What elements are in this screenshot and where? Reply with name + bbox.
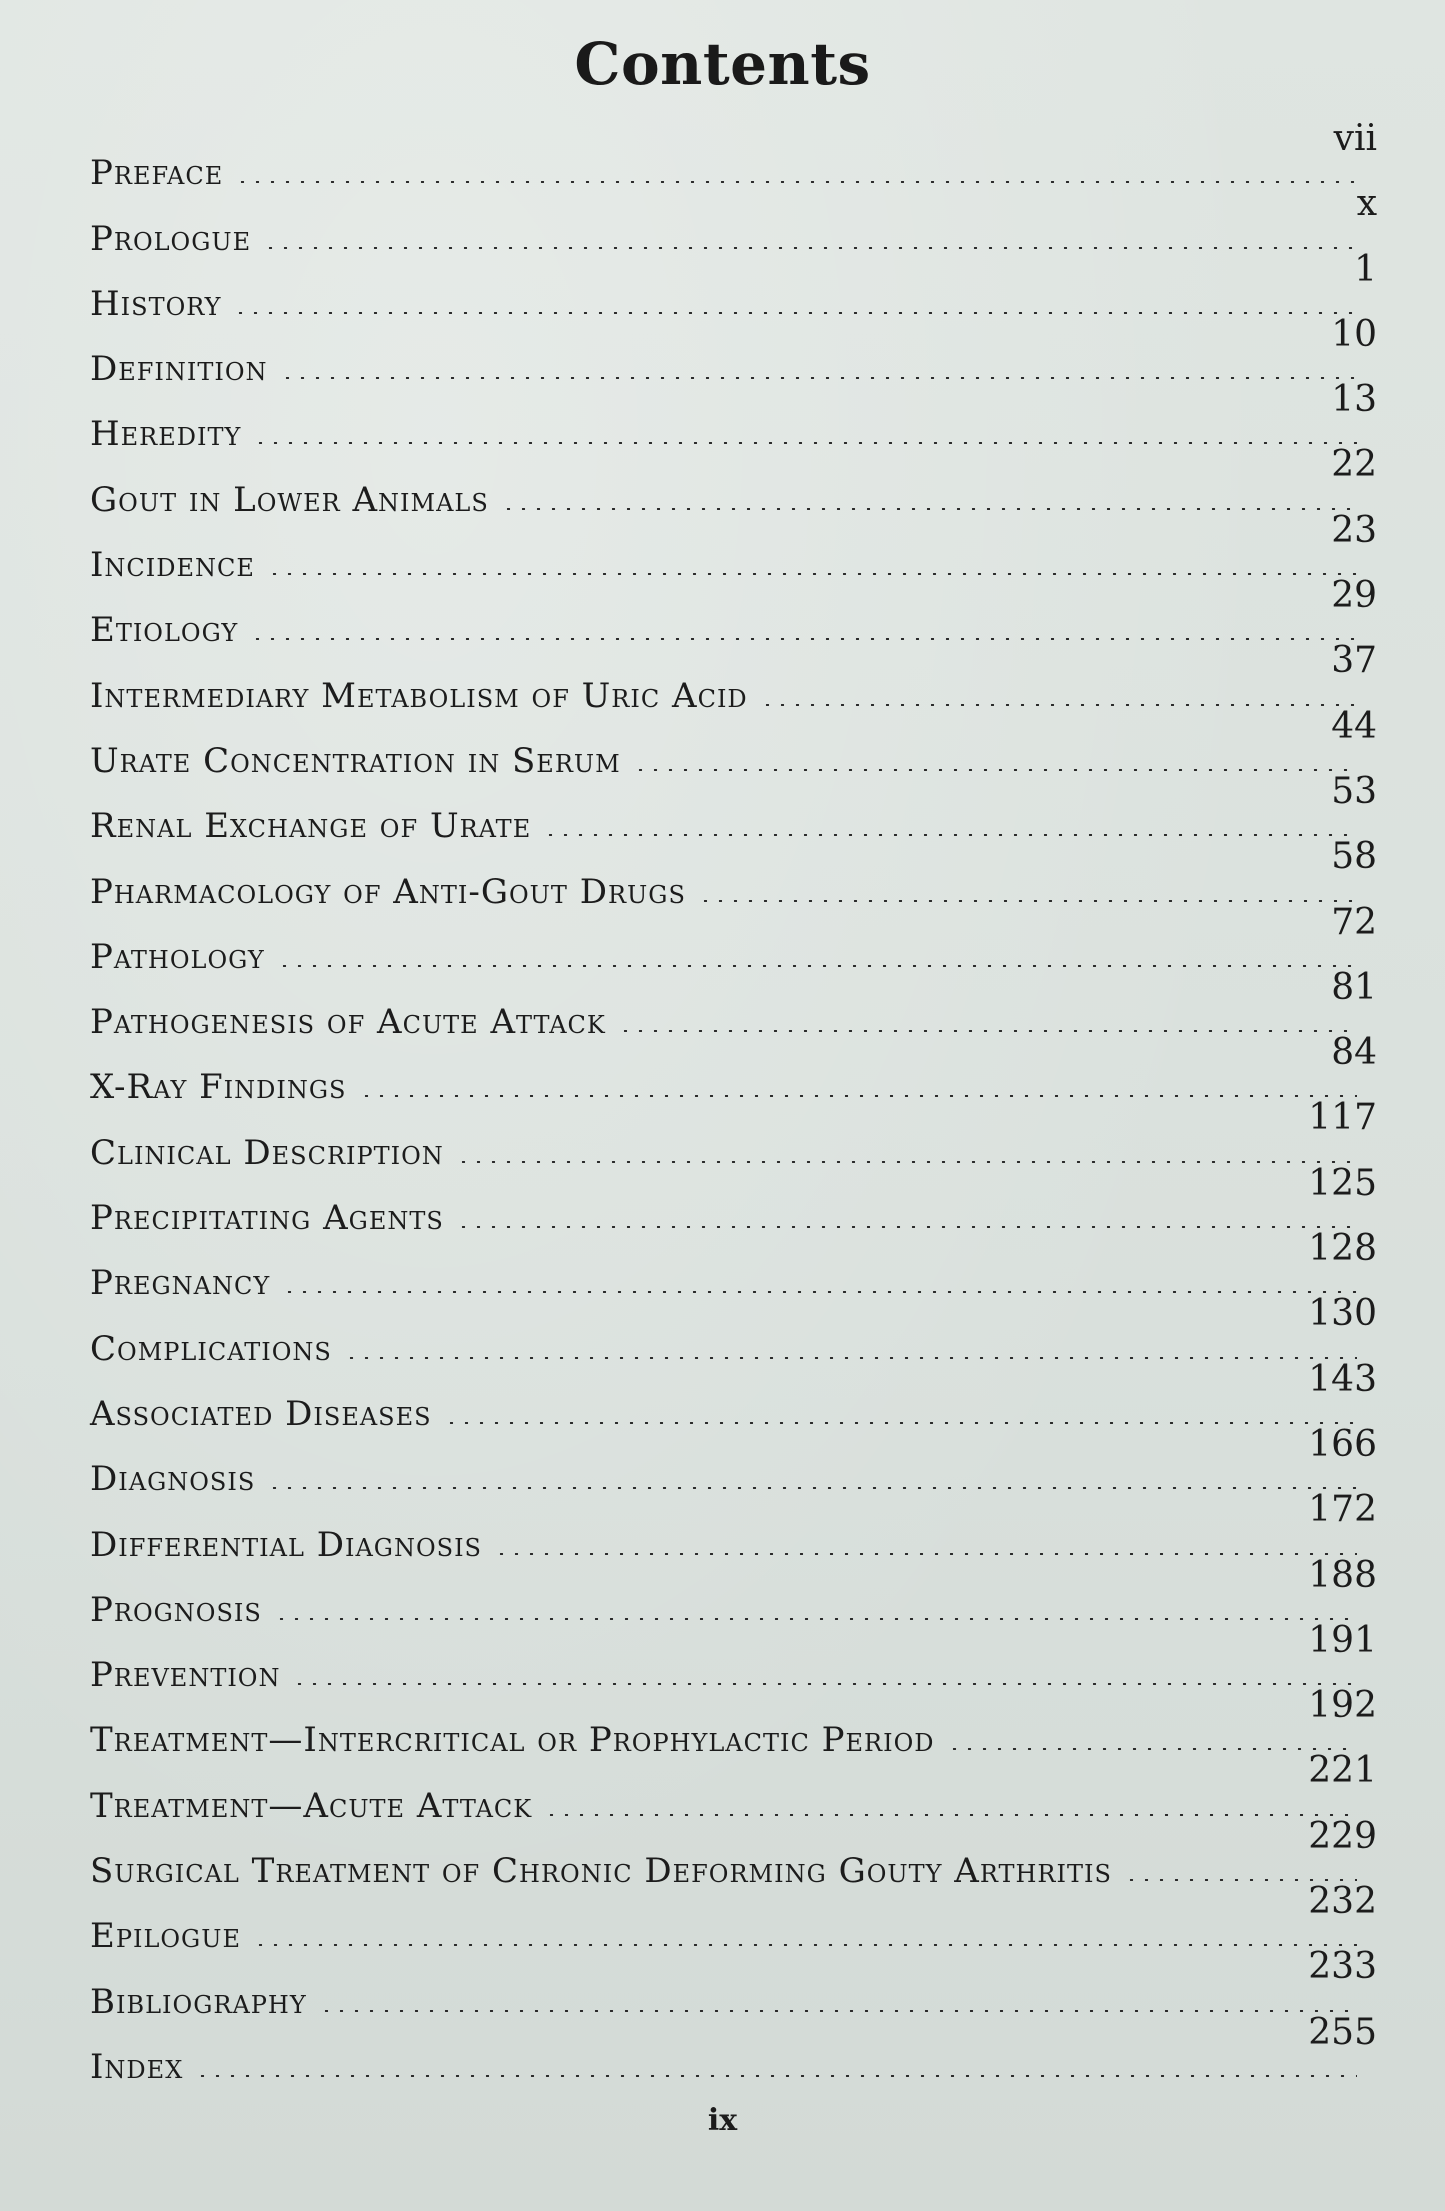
toc-entry-page: 13 <box>1331 379 1377 421</box>
dot-leader <box>501 508 1357 510</box>
dot-leader <box>319 2010 1357 2012</box>
toc-entry <box>90 1097 1395 1174</box>
toc-entry-title: Incidence <box>90 545 255 586</box>
toc-entry <box>90 640 1395 717</box>
toc-entry <box>90 1815 1395 1893</box>
dot-leader <box>456 1226 1357 1228</box>
dot-leader <box>280 377 1357 379</box>
toc-entry <box>90 705 1395 783</box>
dot-leader <box>760 704 1357 706</box>
toc-entry-page: 143 <box>1308 1358 1377 1400</box>
dot-leader <box>267 1487 1357 1489</box>
toc-entry-page: 81 <box>1331 966 1377 1008</box>
toc-entry-title: Intermediary Metabolism of Uric Acid <box>90 675 748 716</box>
toc-entry-title: Bibliography <box>90 1981 307 2022</box>
toc-entry-title: Treatment—Intercritical or Prophylactic Period <box>90 1720 935 1761</box>
toc-entry-title: Clinical Description <box>90 1132 444 1173</box>
toc-entry-page: 191 <box>1308 1619 1377 1661</box>
toc-entry <box>90 2011 1395 2089</box>
toc-entry-title: Prevention <box>90 1655 281 1696</box>
dot-leader <box>263 247 1357 249</box>
toc-entry <box>90 1228 1395 1305</box>
dot-leader <box>292 1683 1357 1685</box>
toc-entry-page: 29 <box>1331 575 1377 617</box>
toc-entry-page: 125 <box>1308 1162 1377 1204</box>
dot-leader <box>250 638 1357 640</box>
toc-entry-title: Preface <box>90 153 224 194</box>
toc-entry-page: 10 <box>1331 313 1377 355</box>
toc-entry-page: 229 <box>1308 1815 1377 1857</box>
toc-entry <box>90 1685 1395 1762</box>
dot-leader <box>359 1095 1358 1097</box>
toc-entry <box>90 966 1395 1044</box>
toc-entry-title: Gout in Lower Animals <box>90 479 489 520</box>
toc-entry-page: 23 <box>1331 509 1377 551</box>
toc-entry <box>90 1881 1395 1958</box>
table-of-contents <box>90 118 1395 2089</box>
toc-entry-page: 53 <box>1331 770 1377 812</box>
toc-entry <box>90 901 1395 979</box>
toc-entry-title: Precipitating Agents <box>90 1198 444 1239</box>
toc-entry-title: X-Ray Findings <box>90 1067 347 1108</box>
toc-entry-title: Associated Diseases <box>90 1393 432 1434</box>
toc-entry-page: 233 <box>1308 1946 1377 1988</box>
toc-entry <box>90 836 1395 913</box>
toc-entry <box>90 575 1395 652</box>
toc-entry-title: Complications <box>90 1328 332 1369</box>
toc-entry <box>90 1293 1395 1370</box>
toc-entry <box>90 444 1395 521</box>
toc-entry <box>90 248 1395 326</box>
toc-entry <box>90 313 1395 391</box>
toc-entry-title: Pharmacology of Anti-Gout Drugs <box>90 871 686 912</box>
toc-entry-page: 188 <box>1308 1554 1377 1596</box>
toc-entry <box>90 509 1395 587</box>
toc-entry <box>90 1946 1395 2023</box>
toc-entry-title: Definition <box>90 349 268 390</box>
dot-leader <box>544 1814 1357 1816</box>
dot-leader <box>344 1357 1357 1359</box>
toc-entry <box>90 379 1395 456</box>
toc-entry-page: 37 <box>1331 640 1377 682</box>
toc-entry <box>90 1554 1395 1632</box>
page-title: Contents <box>574 30 871 98</box>
dot-leader <box>274 1618 1357 1620</box>
toc-entry <box>90 770 1395 848</box>
toc-entry-title: Urate Concentration in Serum <box>90 740 621 781</box>
dot-leader <box>253 442 1357 444</box>
toc-entry-page: x <box>1356 183 1377 225</box>
dot-leader <box>543 834 1357 836</box>
toc-entry-page: 22 <box>1331 444 1377 486</box>
toc-entry-title: Pregnancy <box>90 1263 271 1304</box>
toc-entry-title: Prognosis <box>90 1589 262 1630</box>
toc-entry-title: Surgical Treatment of Chronic Deforming Gouty Arthritis <box>90 1851 1112 1892</box>
toc-entry-title: Index <box>90 2046 184 2087</box>
toc-entry-title: Pathogenesis of Acute Attack <box>90 1002 606 1043</box>
toc-entry-title: History <box>90 283 222 324</box>
page-number: ix <box>707 2103 738 2138</box>
toc-entry-title: Differential Diagnosis <box>90 1524 483 1565</box>
dot-leader <box>235 181 1357 183</box>
toc-entry-page: 84 <box>1331 1032 1377 1074</box>
dot-leader <box>633 769 1357 771</box>
toc-entry <box>90 1489 1395 1566</box>
toc-entry-page: 232 <box>1308 1881 1377 1923</box>
dot-leader <box>233 312 1357 314</box>
toc-entry-page: 192 <box>1308 1685 1377 1727</box>
toc-entry-page: 221 <box>1308 1750 1377 1792</box>
toc-entry <box>90 1423 1395 1501</box>
toc-entry-title: Heredity <box>90 414 242 455</box>
dot-leader <box>282 1291 1357 1293</box>
toc-entry-title: Treatment—Acute Attack <box>90 1785 533 1826</box>
toc-entry-page: vii <box>1333 118 1377 159</box>
toc-entry-page: 128 <box>1308 1228 1377 1270</box>
dot-leader <box>618 1030 1357 1032</box>
toc-entry <box>90 1032 1395 1109</box>
dot-leader <box>456 1161 1357 1163</box>
toc-entry-page: 72 <box>1331 901 1377 943</box>
dot-leader <box>494 1553 1357 1555</box>
toc-entry-title: Prologue <box>90 218 252 259</box>
toc-entry <box>90 1750 1395 1827</box>
toc-entry <box>90 1358 1395 1436</box>
dot-leader <box>253 1944 1357 1946</box>
toc-entry-title: Epilogue <box>90 1916 241 1957</box>
toc-entry-title: Pathology <box>90 936 265 977</box>
toc-entry <box>90 118 1395 195</box>
toc-entry-title: Etiology <box>90 610 239 651</box>
toc-entry-page: 58 <box>1331 836 1377 878</box>
toc-entry-title: Renal Exchange of Urate <box>90 806 532 847</box>
dot-leader <box>267 573 1357 575</box>
dot-leader <box>698 900 1357 902</box>
toc-entry <box>90 183 1395 260</box>
toc-entry-page: 1 <box>1354 248 1377 290</box>
toc-entry-page: 172 <box>1308 1489 1377 1531</box>
toc-entry-page: 44 <box>1331 705 1377 747</box>
toc-entry-title: Diagnosis <box>90 1459 256 1500</box>
dot-leader <box>277 965 1357 967</box>
toc-entry-page: 117 <box>1308 1097 1377 1139</box>
toc-entry-page: 255 <box>1308 2011 1377 2053</box>
toc-entry <box>90 1619 1395 1697</box>
toc-entry <box>90 1162 1395 1240</box>
dot-leader <box>195 2075 1357 2077</box>
dot-leader <box>947 1748 1357 1750</box>
toc-entry-page: 166 <box>1308 1423 1377 1465</box>
toc-entry-page: 130 <box>1308 1293 1377 1335</box>
dot-leader <box>444 1422 1357 1424</box>
